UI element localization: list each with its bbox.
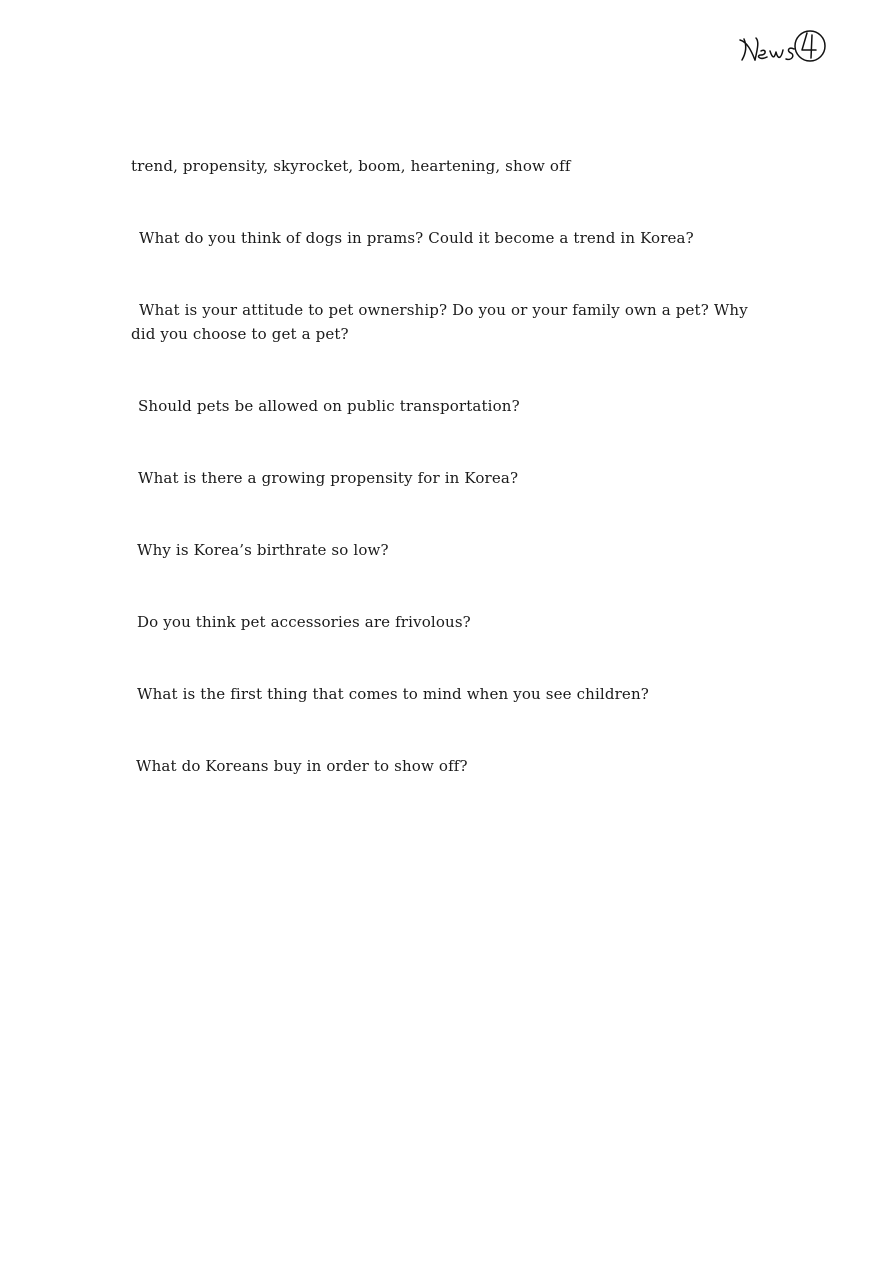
discussion-question-8: What do Koreans buy in order to show off?	[136, 757, 468, 775]
discussion-question-7: What is the first thing that comes to mind when you see children?	[137, 685, 649, 703]
handwritten-news-4-note	[736, 26, 832, 72]
discussion-question-3: Should pets be allowed on public transportation?	[138, 397, 520, 415]
handwritten-annotation-graphic	[736, 26, 832, 72]
discussion-question-1: What do you think of dogs in prams? Could it become a trend in Korea?	[139, 229, 694, 247]
discussion-question-5: Why is Korea’s birthrate so low?	[137, 541, 389, 559]
discussion-question-4: What is there a growing propensity for in Korea?	[138, 469, 519, 487]
discussion-question-6: Do you think pet accessories are frivolous?	[137, 613, 471, 631]
discussion-question-2: What is your attitude to pet ownership? Do you or your family own a pet? Why did you choose to get a pet?	[131, 301, 748, 343]
vocabulary-line: trend, propensity, skyrocket, boom, heartening, show off	[131, 157, 571, 175]
